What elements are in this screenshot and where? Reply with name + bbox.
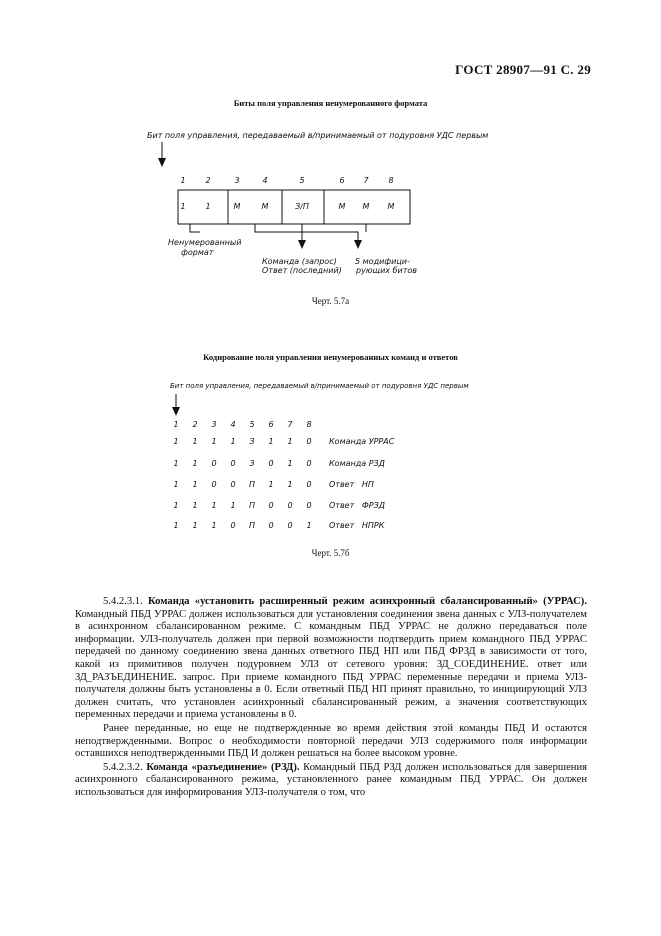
bit-number-a: 7	[363, 176, 369, 185]
coding-bit: 1	[306, 521, 312, 530]
coding-bit: 0	[230, 480, 236, 489]
coding-bit: З	[249, 437, 255, 446]
coding-bit: 0	[306, 480, 312, 489]
coding-bit: 0	[268, 501, 274, 510]
coding-bit: 1	[287, 437, 293, 446]
paragraph-5-4-2-3-2: 5.4.2.3.2. Команда «разъединение» (РЗД). Командный ПБД РЗД должен использоваться для завершения асинхронного сбалансированного режима, установленного ранее командным ПБД УРРАС. Он должен использоваться для информирования УЛЗ-получателя о том, что	[75, 761, 587, 798]
coding-bit: 0	[211, 459, 217, 468]
field-value: М	[338, 202, 346, 211]
bit-number-b: 7	[287, 420, 293, 429]
field-value: М	[362, 202, 370, 211]
coding-bit: П	[248, 521, 255, 530]
coding-bit: 0	[211, 480, 217, 489]
coding-bit: 1	[192, 480, 198, 489]
figure-b-note: Бит поля управления, передаваемый в/принимаемый от подуровня УДС первым	[170, 382, 469, 390]
response-name: Ответ НПРК	[329, 521, 385, 530]
field-value: М	[387, 202, 395, 211]
bit-number-b: 6	[268, 420, 274, 429]
coding-bit: П	[248, 501, 255, 510]
coding-bit: 0	[230, 459, 236, 468]
coding-bit: 1	[192, 501, 198, 510]
urras-heading: Команда «установить расширенный режим асинхронный сбалансированный» (УРРАС).	[148, 596, 587, 607]
coding-bit: 1	[173, 437, 179, 446]
label-command-response: Ответ (последний)	[262, 266, 342, 275]
coding-bit: 0	[306, 437, 312, 446]
body-text	[75, 596, 587, 800]
bit-number-b: 5	[249, 420, 255, 429]
response-name: Ответ ФРЗД	[329, 501, 385, 510]
coding-bit: 1	[211, 521, 217, 530]
rzd-heading: Команда «разъединение» (РЗД).	[146, 761, 300, 773]
bit-number-b: 3	[211, 420, 217, 429]
coding-bit: 1	[192, 459, 198, 468]
figure-b-title: Кодирование поля управления ненумерованных команд и ответов	[203, 352, 458, 362]
coding-bit: З	[249, 459, 255, 468]
label-unnumbered-format: формат	[181, 248, 214, 257]
bit-number-a: 6	[339, 176, 345, 185]
field-value: З/П	[295, 202, 309, 211]
coding-bit: 1	[173, 459, 179, 468]
coding-bit: 1	[211, 501, 217, 510]
coding-bit: 0	[268, 521, 274, 530]
coding-bit: 1	[173, 521, 179, 530]
bit-number-b: 2	[192, 420, 198, 429]
figure-a-caption: Черт. 5.7а	[311, 296, 350, 306]
coding-bit: 1	[268, 480, 274, 489]
command-name: Команда УРРАС	[329, 437, 395, 446]
coding-bit: 1	[268, 437, 274, 446]
page-header: ГОСТ 28907—91 С. 29	[455, 62, 591, 77]
coding-bit: 1	[192, 521, 198, 530]
coding-bit: 1	[287, 459, 293, 468]
figure-b-caption: Черт. 5.7б	[311, 548, 350, 558]
figure-a-note: Бит поля управления, передаваемый в/принимаемый от подуровня УДС первым	[147, 131, 489, 140]
bit-number-b: 4	[230, 420, 236, 429]
coding-bit: 0	[268, 459, 274, 468]
label-modifier-bits: рующих битов	[356, 266, 417, 275]
bit-number-a: 5	[299, 176, 305, 185]
coding-bit: 1	[230, 501, 236, 510]
label-modifier-bits: 5 модифици-	[355, 257, 410, 266]
bit-number-a: 3	[234, 176, 240, 185]
coding-bit: 0	[287, 501, 293, 510]
paragraph-5-4-2-3-1: 5.4.2.3.1. Команда «установить расширенный режим асинхронный сбалансированный» (УРРАС). Командный ПБД УРРАС должен использоваться для установления соединения звена данных с УЛЗ-получателем в асинхронном сбалансированном режиме. С командным ПБД УРРАС не должно передаваться поле информации. УЛЗ-получатель должен при первой возможности подтвердить прием командного ПБД УРРАС передачей по данному соединению звена данных ответного ПБД НП или ПБД ФРЗД в зависимости от того, какой из примитивов получен подуровнем УЛЗ от сетевого уровня: ЗД_СОЕДИНЕНИЕ. ответ или ЗД_РАЗЪЕДИНЕНИЕ. запрос. При приеме командного ПБД УРРАС переменные передачи и приема УЛЗ-получателя должны быть установлены в 0. Если ответный ПБД НП принят правильно, то инициирующий УЛЗ должен считать, что установлен асинхронный сбалансированный режим, а значения соответствующих переменных передачи и приема установлены в 0.	[75, 596, 587, 721]
coding-bit: П	[248, 480, 255, 489]
coding-bit: 1	[192, 437, 198, 446]
coding-bit: 1	[287, 480, 293, 489]
coding-bit: 1	[230, 437, 236, 446]
bit-number-a: 8	[388, 176, 394, 185]
label-command-response: Команда (запрос)	[262, 257, 337, 266]
coding-bit: 1	[173, 480, 179, 489]
bit-number-a: 1	[180, 176, 186, 185]
label-unnumbered-format: Ненумерованный	[168, 238, 242, 247]
coding-bit: 1	[173, 501, 179, 510]
bit-number-a: 4	[262, 176, 268, 185]
coding-bit: 1	[211, 437, 217, 446]
figure-a-title: Биты поля управления ненумерованного формата	[233, 98, 428, 108]
bit-number-b: 8	[306, 420, 312, 429]
paragraph-unacknowledged: Ранее переданные, но еще не подтвержденные во время действия этой команды ПБД И остаются неподтвержденными. Вопрос о необходимости повторной передачи УЛЗ содержимого поля информации оставшихся неподтвержденными ПБД И должен решаться на более высоком уровне.	[75, 722, 587, 760]
field-value: М	[261, 202, 269, 211]
bit-number-b: 1	[173, 420, 179, 429]
field-value: 1	[180, 202, 186, 211]
field-value: М	[233, 202, 241, 211]
coding-bit: 0	[287, 521, 293, 530]
command-name: Команда РЗД	[329, 459, 385, 468]
bit-number-a: 2	[205, 176, 211, 185]
coding-bit: 0	[306, 459, 312, 468]
response-name: Ответ НП	[329, 480, 374, 489]
field-value: 1	[205, 202, 211, 211]
coding-bit: 0	[230, 521, 236, 530]
coding-bit: 0	[306, 501, 312, 510]
